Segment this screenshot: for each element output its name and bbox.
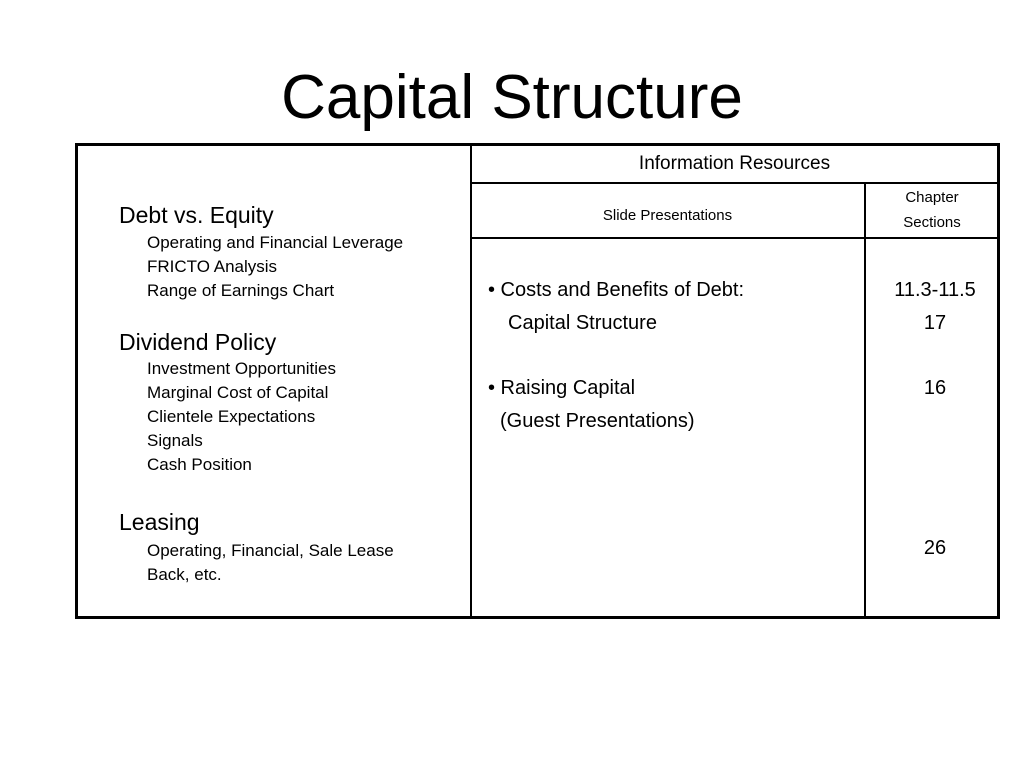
topic-heading-leasing: Leasing (119, 509, 200, 535)
topic-subitem: Signals (147, 431, 203, 450)
topic-subitem: Cash Position (147, 455, 252, 474)
resource-item: • Raising Capital (488, 377, 636, 399)
resources-header: Information Resources (638, 153, 831, 174)
chapter-section-value: 26 (923, 537, 947, 559)
divider-slides-chapters (864, 183, 866, 617)
topic-subitem: Investment Opportunities (147, 359, 336, 378)
resource-item-detail: (Guest Presentations) (500, 410, 695, 432)
topic-subitem: Operating and Financial Leverage (147, 233, 404, 252)
column-header-chapter-line2: Sections (903, 214, 961, 231)
topic-subitem: Range of Earnings Chart (147, 281, 335, 300)
topic-subitem: Back, etc. (147, 565, 222, 584)
column-header-slide-presentations: Slide Presentations (602, 207, 733, 224)
divider-header (471, 182, 998, 184)
topic-subitem: FRICTO Analysis (147, 257, 278, 276)
topic-heading-dividend-policy: Dividend Policy (119, 329, 277, 355)
topic-subitem: Clientele Expectations (147, 407, 316, 426)
chapter-section-value: 11.3-11.5 (894, 279, 976, 301)
topic-subitem: Operating, Financial, Sale Lease (147, 541, 394, 560)
divider-subheader (471, 237, 998, 239)
column-header-chapter-line1: Chapter (905, 189, 959, 206)
topic-subitem: Marginal Cost of Capital (147, 383, 329, 402)
topic-heading-debt-equity: Debt vs. Equity (119, 202, 274, 228)
chapter-section-value: 16 (923, 377, 947, 399)
resource-item-detail: Capital Structure (508, 312, 657, 334)
resource-item: • Costs and Benefits of Debt: (488, 279, 745, 301)
chapter-section-value: 17 (923, 312, 947, 334)
slide-title: Capital Structure (281, 63, 743, 132)
